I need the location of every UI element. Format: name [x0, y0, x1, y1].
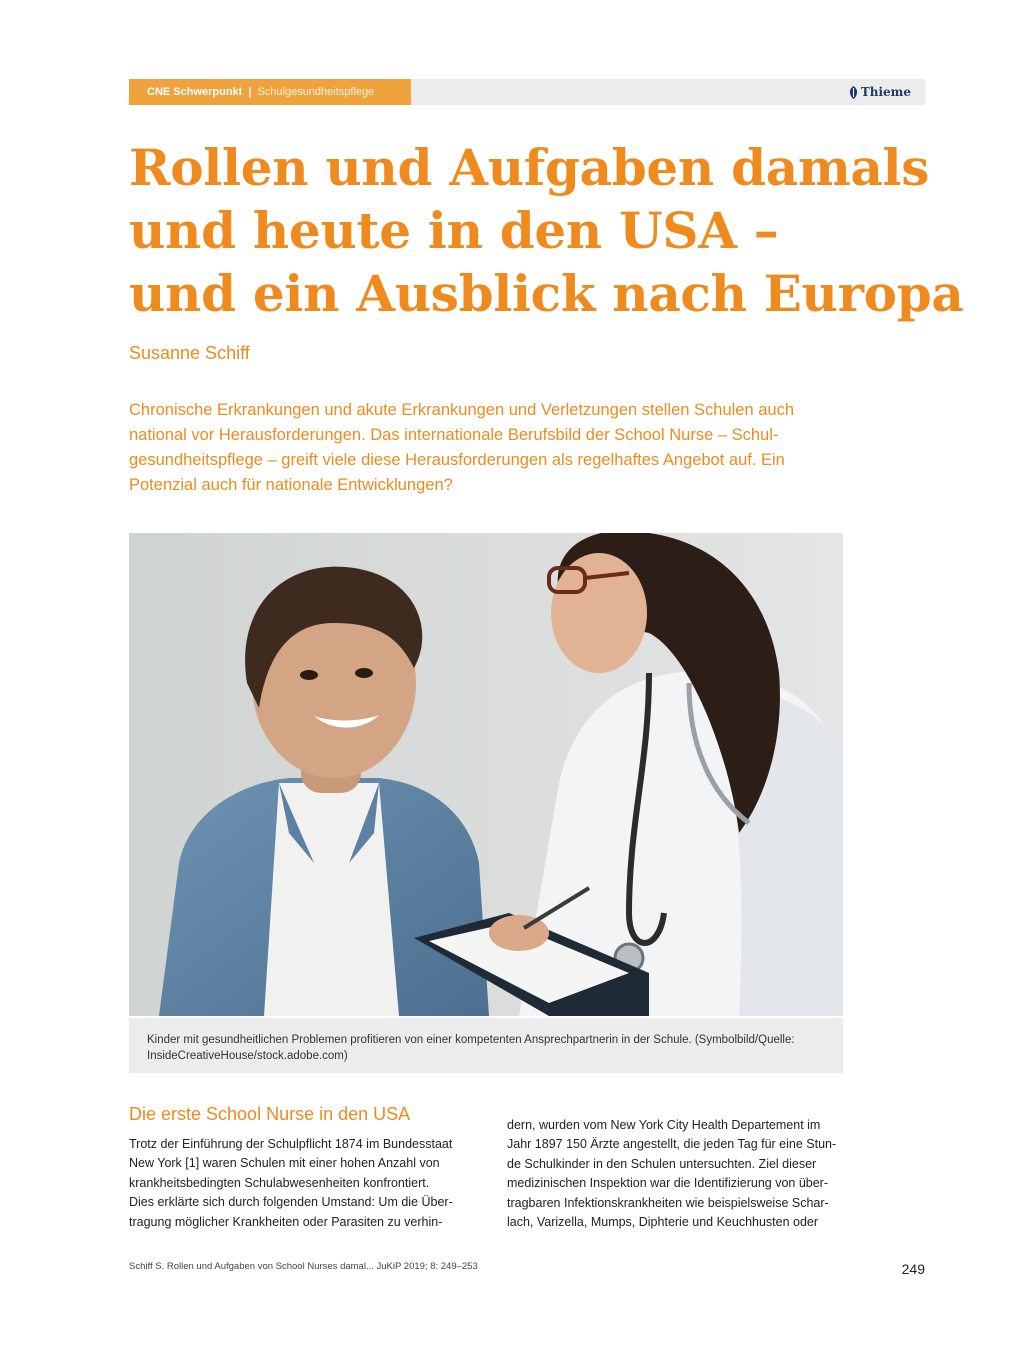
abstract-line: national vor Herausforderungen. Das internationale Berufsbild der School Nurse – Schul- [129, 426, 779, 444]
body-line: tragung möglicher Krankheiten oder Parasiten zu verhin- [129, 1214, 443, 1229]
body-line: New York [1] waren Schulen mit einer hohen Anzahl von [129, 1156, 440, 1171]
article-title [129, 136, 964, 325]
body-line: krankheitsbedingten Schulabwesenheiten konfrontiert. [129, 1175, 430, 1190]
photo-caption [129, 1018, 843, 1073]
body-line: Jahr 1897 150 Ärzte angestellt, die jeden Tag für eine Stun- [507, 1137, 837, 1152]
article-author: Susanne Schiff [129, 343, 250, 363]
abstract-line: Chronische Erkrankungen und akute Erkrankungen und Verletzungen stellen Schulen auch [129, 401, 795, 419]
section-tag-label: CNE Schwerpunkt [147, 86, 243, 98]
abstract-line: Potenzial auch für nationale Entwicklungen? [129, 476, 453, 494]
body-line: Dies erklärte sich durch folgenden Umstand: Um die Über- [129, 1195, 453, 1210]
page-number: 249 [901, 1261, 925, 1277]
body-line: lach, Varizella, Mumps, Diphterie und Keuchhusten oder [507, 1215, 819, 1230]
body-column-right [507, 1116, 847, 1232]
body-line: tragbaren Infektionskrankheiten wie beispielsweise Schar- [507, 1195, 829, 1210]
caption-line: Kinder mit gesundheitlichen Problemen profitieren von einer kompetenten Ansprechpartnerin in der Schule. (Symbolbild/Quelle: [147, 1034, 795, 1046]
section-separator: | [248, 86, 252, 98]
article-abstract [129, 398, 849, 498]
body-line: de Schulkinder in den Schulen untersuchten. Ziel dieser [507, 1156, 817, 1171]
article-photo [129, 533, 843, 1016]
photo-illustration [129, 533, 843, 1016]
body-column-left [129, 1135, 469, 1232]
publisher-name: Thieme [860, 85, 911, 99]
footer-citation: Schiff S. Rollen und Aufgaben von School Nurses damal... JuKiP 2019; 8: 249–253 [129, 1261, 478, 1272]
abstract-line: gesundheitspflege – greift viele diese Herausforderungen als regelhaftes Angebot auf. Ein [129, 451, 785, 469]
title-line: und heute in den USA – [129, 201, 779, 260]
caption-line: InsideCreativeHouse/stock.adobe.com) [147, 1050, 348, 1062]
title-line: Rollen und Aufgaben damals [129, 138, 930, 197]
body-line: dern, wurden vom New York City Health Departement im [507, 1118, 821, 1132]
header-bar [129, 79, 925, 105]
publisher-logo [849, 79, 911, 105]
section-tag [129, 79, 411, 105]
title-line: und ein Ausblick nach Europa [129, 264, 964, 323]
subsection-label: Schulgesundheitspflege [257, 86, 375, 98]
body-line: Trotz der Einführung der Schulpflicht 1874 im Bundesstaat [129, 1137, 453, 1151]
body-line: medizinischen Inspektion war die Identifizierung von über- [507, 1176, 829, 1191]
section-heading: Die erste School Nurse in den USA [129, 1104, 411, 1124]
thieme-logo-icon [849, 86, 858, 99]
